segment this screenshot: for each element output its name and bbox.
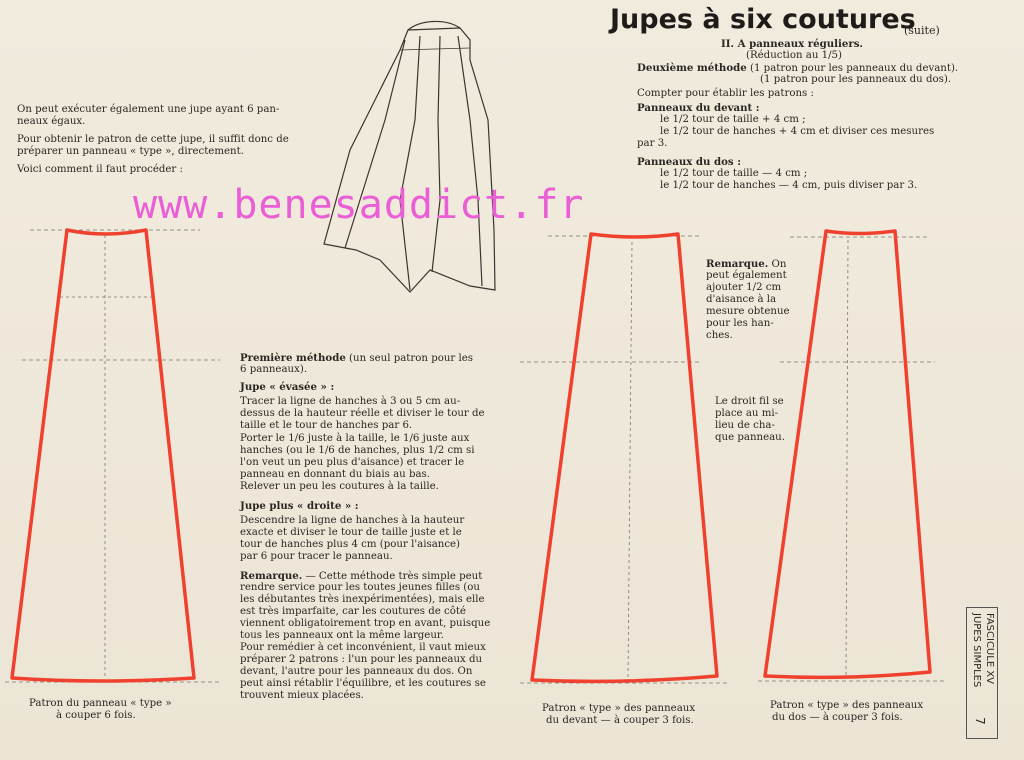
remarque-right-line: ajouter 1/2 cm [706,282,782,293]
fascicule-label: FASCICULE XV JUPES SIMPLES [971,613,995,688]
droit-fil-line: que panneau. [715,432,785,443]
panel-type-pattern [5,230,222,682]
compter-line: Compter pour établir les patrons : [637,88,814,99]
droite-line: tour de hanches plus 4 cm (pour l'aisance) [240,539,461,550]
skirt-sketch-illustration [324,21,495,292]
remarque-line: peut ainsi rétablir l'équilibre, et les coutures se [240,678,486,689]
droit-fil-line: Le droit fil se [715,396,784,407]
caption-back-line2: du dos — à couper 3 fois. [772,712,903,723]
method1-line2: 6 panneaux). [240,364,308,375]
remarque-right-line: pour les han- [706,318,774,329]
evasee-line: Relever un peu les coutures à la taille. [240,481,439,492]
caption-type-line1: Patron du panneau « type » [29,698,172,709]
intro-line-2: neaux égaux. [17,116,86,127]
evasee-line: l'on veut un peu plus d'aisance) et tracer le [240,457,465,468]
remarque-right-line: Remarque. On [706,258,787,270]
droit-fil-line: lieu de cha- [715,420,775,431]
title-suffix: (suite) [904,24,940,37]
caption-type-line2: à couper 6 fois. [56,710,136,721]
front-line-2: le 1/2 tour de hanches + 4 cm et diviser ces mesures [660,126,935,137]
remarque-line: Remarque. — Cette méthode très simple peut [240,570,483,582]
caption-front-line1: Patron « type » des panneaux [542,703,696,714]
remarque-right-line: ches. [706,330,733,341]
droite-line: exacte et diviser le tour de taille juste et le [240,527,462,538]
remarque-line: préparer 2 patrons : l'un pour les panneaux du [240,654,483,665]
evasee-line: Tracer la ligne de hanches à 3 ou 5 cm au- [240,396,461,407]
front-line-1: le 1/2 tour de taille + 4 cm ; [660,114,806,125]
evasee-line: panneau en donnant du biais au bas. [240,469,431,480]
remarque-line: devant, l'autre pour les panneaux du dos. On [240,666,473,677]
evasee-heading: Jupe « évasée » : [240,381,335,393]
method1-line: Première méthode (un seul patron pour les [240,352,474,364]
evasee-line: Porter le 1/6 juste à la taille, le 1/6 juste aux [240,433,470,444]
remarque-line: les débutantes très inexpérimentées), mais elle [240,594,485,605]
panel-front-pattern [520,234,728,683]
back-line-1: le 1/2 tour de taille — 4 cm ; [660,168,808,179]
droite-line: Descendre la ligne de hanches à la hauteur [240,515,465,526]
remarque-line: tous les panneaux ont la même largeur. [240,630,444,641]
back-line-2: le 1/2 tour de hanches — 4 cm, puis diviser par 3. [660,180,918,191]
caption-front-line2: du devant — à couper 3 fois. [546,715,694,726]
section-heading: II. A panneaux réguliers. [721,38,863,50]
evasee-line: dessus de la hauteur réelle et diviser le tour de [240,408,485,419]
remarque-right-line: d'aisance à la [706,294,777,305]
droite-line: par 6 pour tracer le panneau. [240,551,393,562]
intro-line-5: Voici comment il faut procéder : [17,164,183,175]
method2-line2: (1 patron pour les panneaux du dos). [760,74,952,85]
evasee-line: taille et le tour de hanches par 6. [240,420,413,431]
remarque-line: viennent obligatoirement trop en avant, puisque [240,618,491,629]
remarque-right-line: mesure obtenue [706,306,790,317]
method2-line: Deuxième méthode (1 patron pour les panneaux du devant). [637,62,959,74]
droite-heading: Jupe plus « droite » : [240,500,359,512]
intro-line-1: On peut exécuter également une jupe ayant 6 pan- [17,104,280,115]
watermark-text: www.benesaddict.fr [133,182,585,228]
front-line-3: par 3. [637,138,668,149]
back-heading: Panneaux du dos : [637,156,741,168]
remarque-line: trouvent mieux placées. [240,690,364,701]
reduction-note: (Réduction au 1/5) [746,50,842,61]
remarque-line: rendre service pour les toutes jeunes filles (ou [240,582,480,593]
droit-fil-line: place au mi- [715,408,779,419]
remarque-right-line: peut également [706,270,787,281]
front-heading: Panneaux du devant : [637,102,760,114]
panel-back-pattern [758,231,944,681]
evasee-line: hanches (ou le 1/6 de hanches, plus 1/2 cm si [240,445,475,456]
page-title: Jupes à six coutures [610,4,916,35]
remarque-line: Pour remédier à cet inconvénient, il vaut mieux [240,642,486,653]
intro-line-3: Pour obtenir le patron de cette jupe, il suffit donc de [17,134,289,145]
caption-back-line1: Patron « type » des panneaux [770,700,924,711]
intro-line-4: préparer un panneau « type », directement. [17,146,244,157]
remarque-line: est très imparfaite, car les coutures de côté [240,606,466,617]
page-number: 7 [972,717,987,725]
